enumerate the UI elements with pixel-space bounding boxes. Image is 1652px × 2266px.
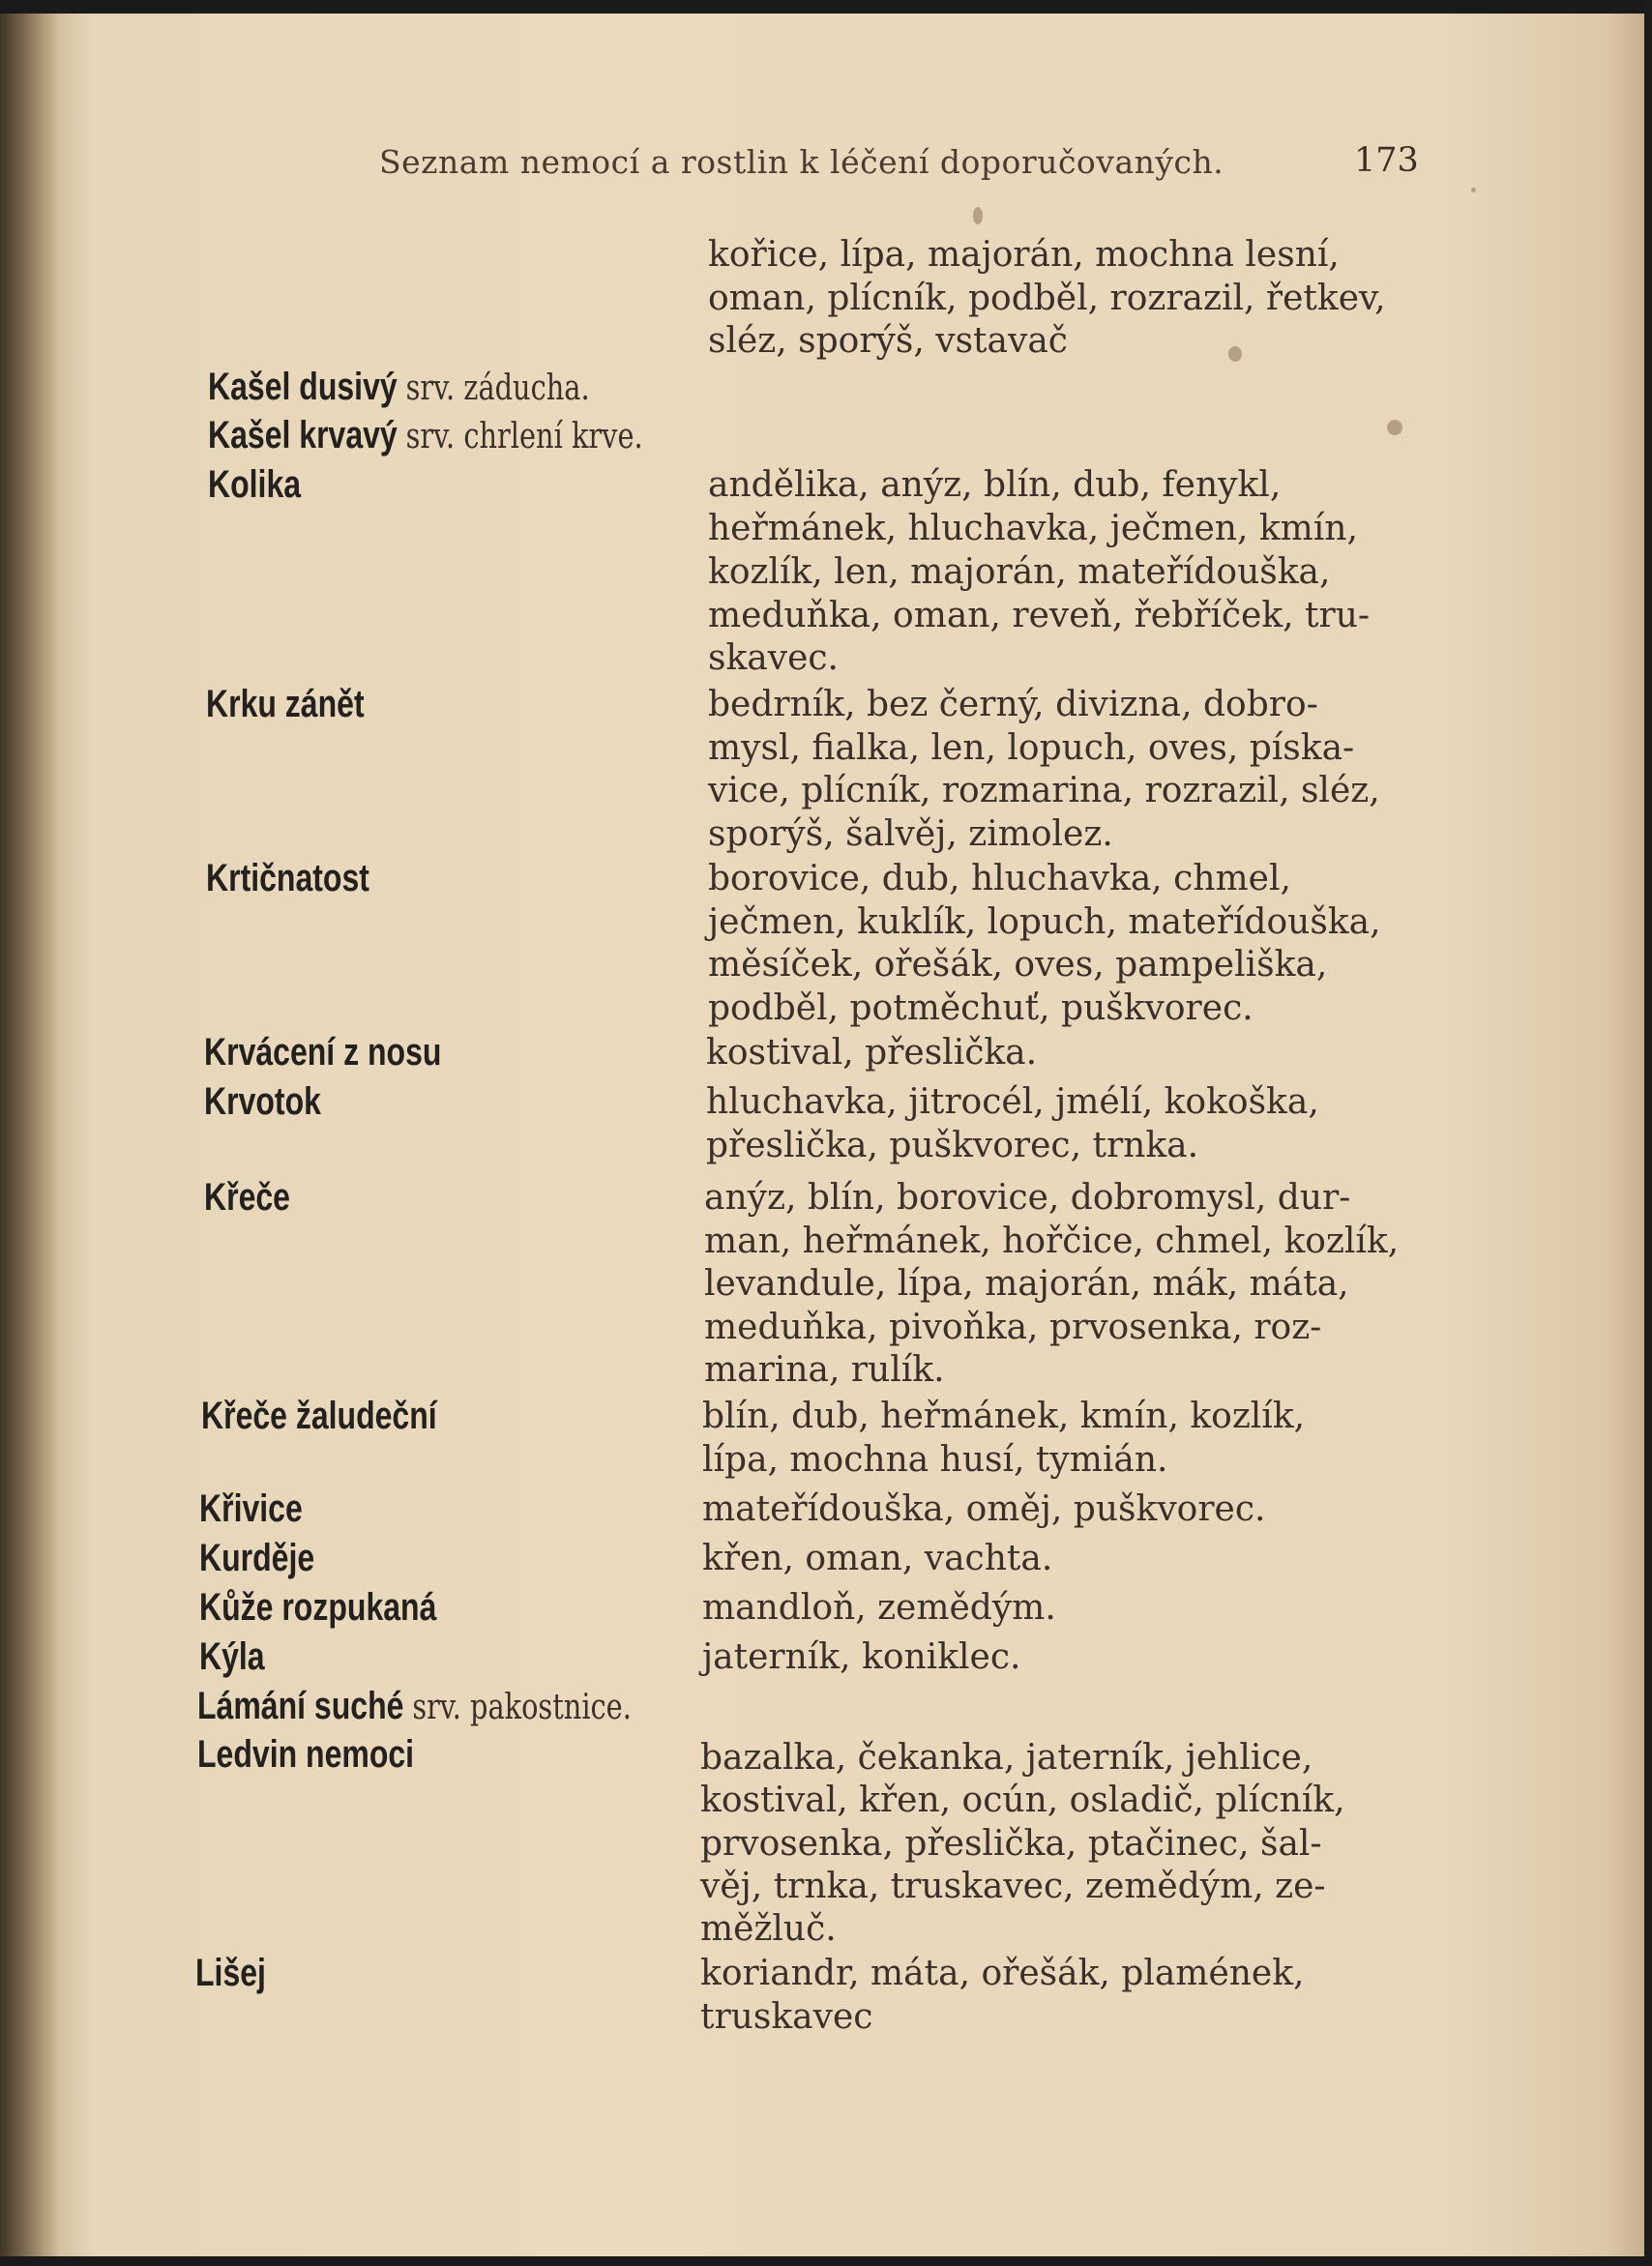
entry-line: mandloň, zemědým. bbox=[702, 1588, 1056, 1628]
entry-line: mysl, fialka, len, lopuch, oves, píska- bbox=[708, 728, 1355, 768]
entry-line: andělika, anýz, blín, dub, fenykl, bbox=[708, 465, 1282, 505]
entry-term: Křivice bbox=[199, 1487, 303, 1530]
entry-term: Křeče žaludeční bbox=[201, 1395, 437, 1437]
entry-line: kostival, křen, ocún, osladič, plícník, bbox=[700, 1780, 1345, 1820]
entry-line: kozlík, len, majorán, mateřídouška, bbox=[708, 552, 1331, 592]
entry-line: heřmánek, hluchavka, ječmen, kmín, bbox=[708, 509, 1358, 548]
entry-term: Krku zánět bbox=[206, 683, 365, 725]
term-name: Kašel krvavý bbox=[208, 414, 398, 456]
entry-line: podběl, potměchuť, puškvorec. bbox=[708, 988, 1254, 1028]
entry-line: marina, rulík. bbox=[704, 1350, 945, 1390]
ink-blot bbox=[1471, 188, 1476, 192]
entry-line: man, heřmánek, hořčice, chmel, kozlík, bbox=[704, 1221, 1400, 1261]
continuation-line: sléz, sporýš, vstavač bbox=[708, 321, 1068, 361]
cross-reference: srv. pakostnice. bbox=[412, 1688, 632, 1727]
book-spine-shadow bbox=[0, 0, 58, 2266]
entry-term bbox=[208, 414, 643, 457]
entry-term: Křeče bbox=[204, 1176, 290, 1219]
entry-line: truskavec bbox=[700, 1997, 873, 2037]
entry-term: Kýla bbox=[199, 1635, 265, 1678]
entry-line: měsíček, ořešák, oves, pampeliška, bbox=[708, 945, 1328, 985]
entry-line: koriandr, máta, ořešák, plamének, bbox=[700, 1954, 1305, 1993]
entry-line: levandule, lípa, majorán, mák, máta, bbox=[704, 1264, 1349, 1304]
page-number: 173 bbox=[1354, 141, 1419, 180]
cross-reference: srv. chrlení krve. bbox=[405, 417, 643, 456]
entry-term: Kolika bbox=[208, 463, 302, 506]
entry-line: vice, plícník, rozmarina, rozrazil, sléz, bbox=[708, 771, 1380, 810]
entry-line: křen, oman, vachta. bbox=[702, 1539, 1053, 1578]
entry-line: bedrník, bez černý, divizna, dobro- bbox=[708, 685, 1318, 724]
entry-term bbox=[197, 1685, 632, 1728]
entry-line: mateřídouška, oměj, puškvorec. bbox=[702, 1489, 1266, 1529]
entry-term: Kurděje bbox=[199, 1537, 315, 1579]
cross-reference: srv. záducha. bbox=[405, 368, 590, 408]
entry-line: anýz, blín, borovice, dobromysl, dur- bbox=[704, 1178, 1351, 1218]
entry-line: meduňka, oman, reveň, řebříček, tru- bbox=[708, 596, 1371, 635]
entry-line: bazalka, čekanka, jaterník, jehlice, bbox=[700, 1738, 1313, 1778]
entry-term bbox=[208, 366, 590, 409]
entry-line: přeslička, puškvorec, trnka. bbox=[706, 1126, 1199, 1165]
entry-line: měžluč. bbox=[700, 1909, 837, 1949]
entry-term: Krvotok bbox=[204, 1080, 321, 1123]
scan-top-edge bbox=[0, 0, 1652, 14]
scan-bottom-edge bbox=[0, 2256, 1652, 2266]
entry-line: kostival, přeslička. bbox=[706, 1033, 1038, 1073]
entry-term: Ledvin nemoci bbox=[197, 1733, 415, 1776]
entry-line: prvosenka, přeslička, ptačinec, šal- bbox=[700, 1824, 1322, 1864]
entry-term: Lišej bbox=[195, 1952, 266, 1994]
entry-line: lípa, mochna husí, tymián. bbox=[702, 1440, 1168, 1480]
scan-right-edge bbox=[1644, 0, 1652, 2266]
term-name: Kašel dusivý bbox=[208, 366, 398, 408]
running-title: Seznam nemocí a rostlin k léčení doporučovaných. bbox=[379, 143, 1224, 181]
entry-line: borovice, dub, hluchavka, chmel, bbox=[708, 859, 1291, 898]
entry-line: jaterník, koniklec. bbox=[702, 1637, 1021, 1677]
entry-line: věj, trnka, truskavec, zemědým, ze- bbox=[700, 1867, 1326, 1906]
entry-line: ječmen, kuklík, lopuch, mateřídouška, bbox=[708, 902, 1381, 942]
entry-line: sporýš, šalvěj, zimolez. bbox=[708, 814, 1113, 854]
continuation-line: kořice, lípa, majorán, mochna lesní, bbox=[708, 235, 1340, 275]
entry-line: skavec. bbox=[708, 638, 839, 678]
entry-term: Krvácení z nosu bbox=[204, 1031, 442, 1074]
entry-term: Kůže rozpukaná bbox=[199, 1586, 437, 1629]
continuation-line: oman, plícník, podběl, rozrazil, řetkev, bbox=[708, 279, 1386, 318]
entry-line: meduňka, pivoňka, prvosenka, roz- bbox=[704, 1308, 1322, 1347]
term-name: Lámání suché bbox=[197, 1685, 404, 1727]
ink-blot bbox=[1228, 346, 1242, 362]
entry-line: hluchavka, jitrocél, jmélí, kokoška, bbox=[706, 1082, 1319, 1122]
entry-term: Krtičnatost bbox=[206, 857, 369, 899]
ink-blot bbox=[973, 207, 983, 224]
ink-blot bbox=[1387, 420, 1402, 435]
entry-line: blín, dub, heřmánek, kmín, kozlík, bbox=[702, 1397, 1306, 1436]
